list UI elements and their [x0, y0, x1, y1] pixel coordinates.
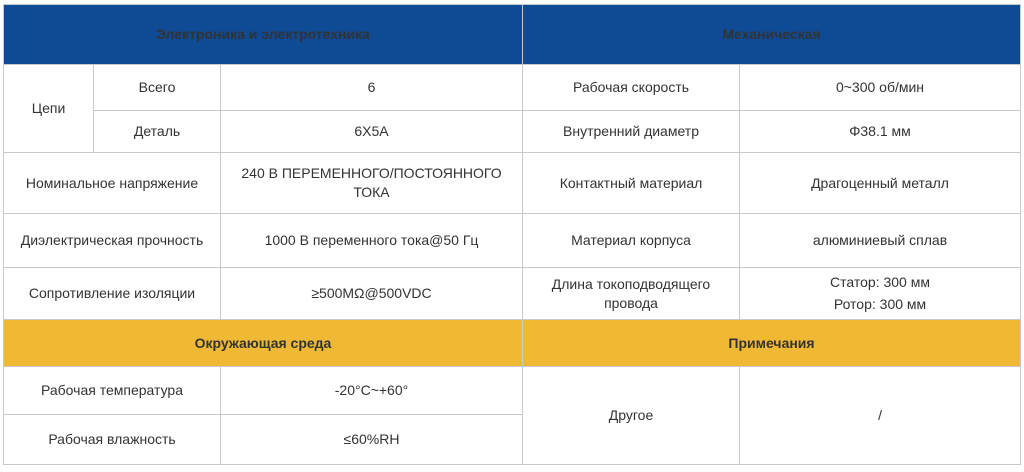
insulation-value: ≥500MΩ@500VDC: [221, 268, 523, 320]
table-row: [4, 214, 1021, 268]
header-row-top: [4, 5, 1021, 65]
table-row: [4, 65, 1021, 111]
table-row: [4, 268, 1021, 320]
notes-header: Примечания: [523, 320, 1021, 367]
contact-material-value: Драгоценный металл: [740, 153, 1021, 214]
header-row-bottom: [4, 320, 1021, 367]
lead-length-stator: Статор: 300 мм: [830, 274, 930, 290]
spec-table: [3, 4, 1021, 465]
part-label: Деталь: [94, 111, 221, 153]
speed-value: 0~300 об/мин: [740, 65, 1021, 111]
speed-label: Рабочая скорость: [523, 65, 740, 111]
lead-length-rotor: Ротор: 300 мм: [833, 296, 927, 312]
contact-material-label: Контактный материал: [523, 153, 740, 214]
mechanical-header: Механическая: [523, 5, 1021, 65]
lead-length-label: Длина токоподводящего провода: [523, 268, 740, 320]
housing-material-value: алюминиевый сплав: [740, 214, 1021, 268]
temp-value: -20°C~+60°: [221, 367, 523, 415]
inner-diameter-label: Внутренний диаметр: [523, 111, 740, 153]
electronics-header: Электроника и электротехника: [4, 5, 523, 65]
table-row: [4, 367, 1021, 415]
spec-table-container: [3, 4, 1020, 466]
insulation-label: Сопротивление изоляции: [4, 268, 221, 320]
total-value: 6: [221, 65, 523, 111]
environment-header: Окружающая среда: [4, 320, 523, 367]
circuits-label: Цепи: [4, 65, 94, 153]
humidity-value: ≤60%RH: [221, 415, 523, 465]
other-value: /: [740, 367, 1021, 465]
housing-material-label: Материал корпуса: [523, 214, 740, 268]
humidity-label: Рабочая влажность: [4, 415, 221, 465]
part-value: 6X5A: [221, 111, 523, 153]
total-label: Всего: [94, 65, 221, 111]
table-row: [4, 111, 1021, 153]
inner-diameter-value: Φ38.1 мм: [740, 111, 1021, 153]
lead-length-value: [740, 268, 1021, 320]
rated-voltage-value: 240 В ПЕРЕМЕННОГО/ПОСТОЯННОГО ТОКА: [221, 153, 523, 214]
table-row: [4, 153, 1021, 214]
rated-voltage-label: Номинальное напряжение: [4, 153, 221, 214]
dielectric-value: 1000 В переменного тока@50 Гц: [221, 214, 523, 268]
temp-label: Рабочая температура: [4, 367, 221, 415]
other-label: Другое: [523, 367, 740, 465]
dielectric-label: Диэлектрическая прочность: [4, 214, 221, 268]
